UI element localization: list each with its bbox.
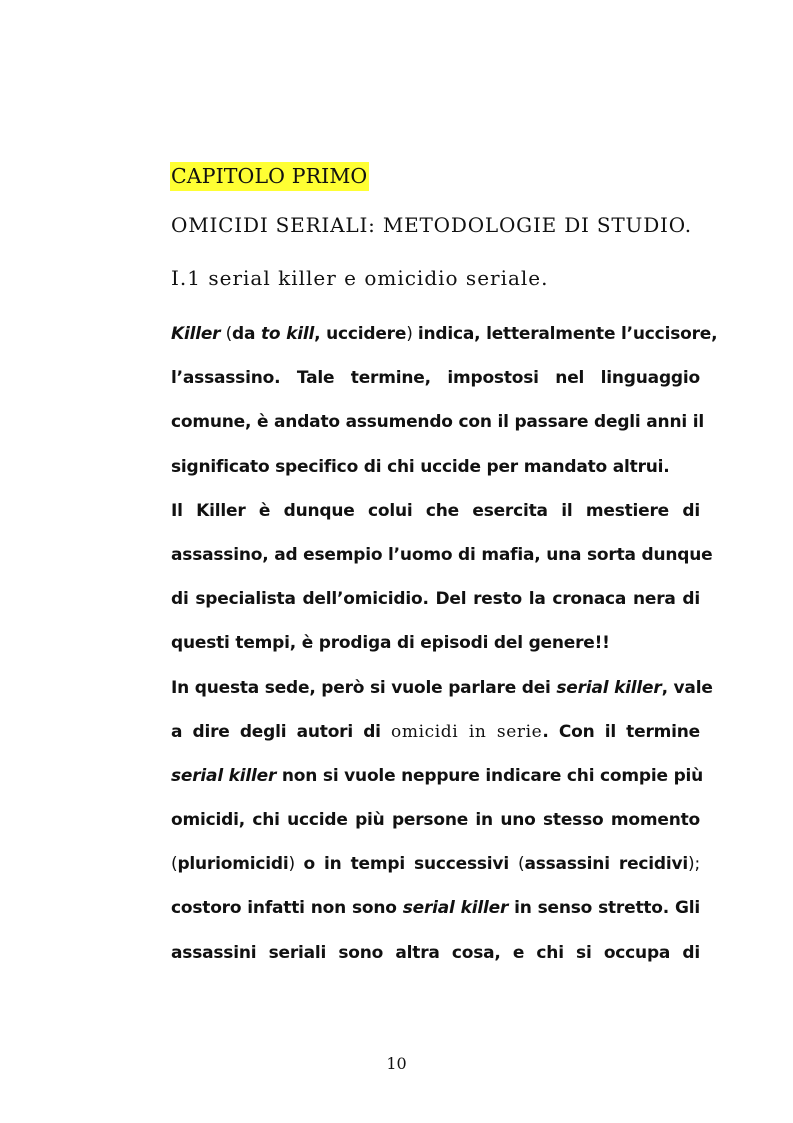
body-line: omicidi, chi uccide più persone in uno stesso momento: [171, 810, 700, 831]
section-heading: I.1 serial killer e omicidio seriale.: [171, 266, 549, 290]
body-line: (pluriomicidi) o in tempi successivi (assassini recidivi);: [171, 854, 700, 875]
body-line: costoro infatti non sono serial killer in senso stretto. Gli: [171, 898, 700, 919]
body-line: comune, è andato assumendo con il passare degli anni il: [171, 412, 704, 433]
body-line: Killer (da to kill, uccidere) indica, letteralmente l’uccisore,: [171, 324, 718, 344]
body-line: assassini seriali sono altra cosa, e chi si occupa di: [171, 942, 700, 963]
body-line: a dire degli autori di omicidi in serie. Con il termine: [171, 721, 700, 742]
chapter-heading: CAPITOLO PRIMO: [170, 162, 369, 191]
body-line: Il Killer è dunque colui che esercita il mestiere di: [171, 500, 700, 521]
body-line: In questa sede, però si vuole parlare dei serial killer, vale: [171, 677, 713, 698]
body-line: l’assassino. Tale termine, impostosi nel linguaggio: [171, 368, 700, 389]
page-number: 10: [386, 1054, 407, 1073]
body-line: di specialista dell’omicidio. Del resto la cronaca nera di: [171, 589, 700, 610]
chapter-title: OMICIDI SERIALI: METODOLOGIE DI STUDIO.: [171, 213, 692, 237]
body-line: assassino, ad esempio l’uomo di mafia, una sorta dunque: [171, 544, 713, 565]
body-line: significato specifico di chi uccide per mandato altrui.: [171, 456, 670, 477]
body-text: [171, 312, 718, 975]
body-line: serial killer non si vuole neppure indicare chi compie più: [171, 765, 704, 786]
body-line: questi tempi, è prodiga di episodi del genere!!: [171, 633, 610, 654]
